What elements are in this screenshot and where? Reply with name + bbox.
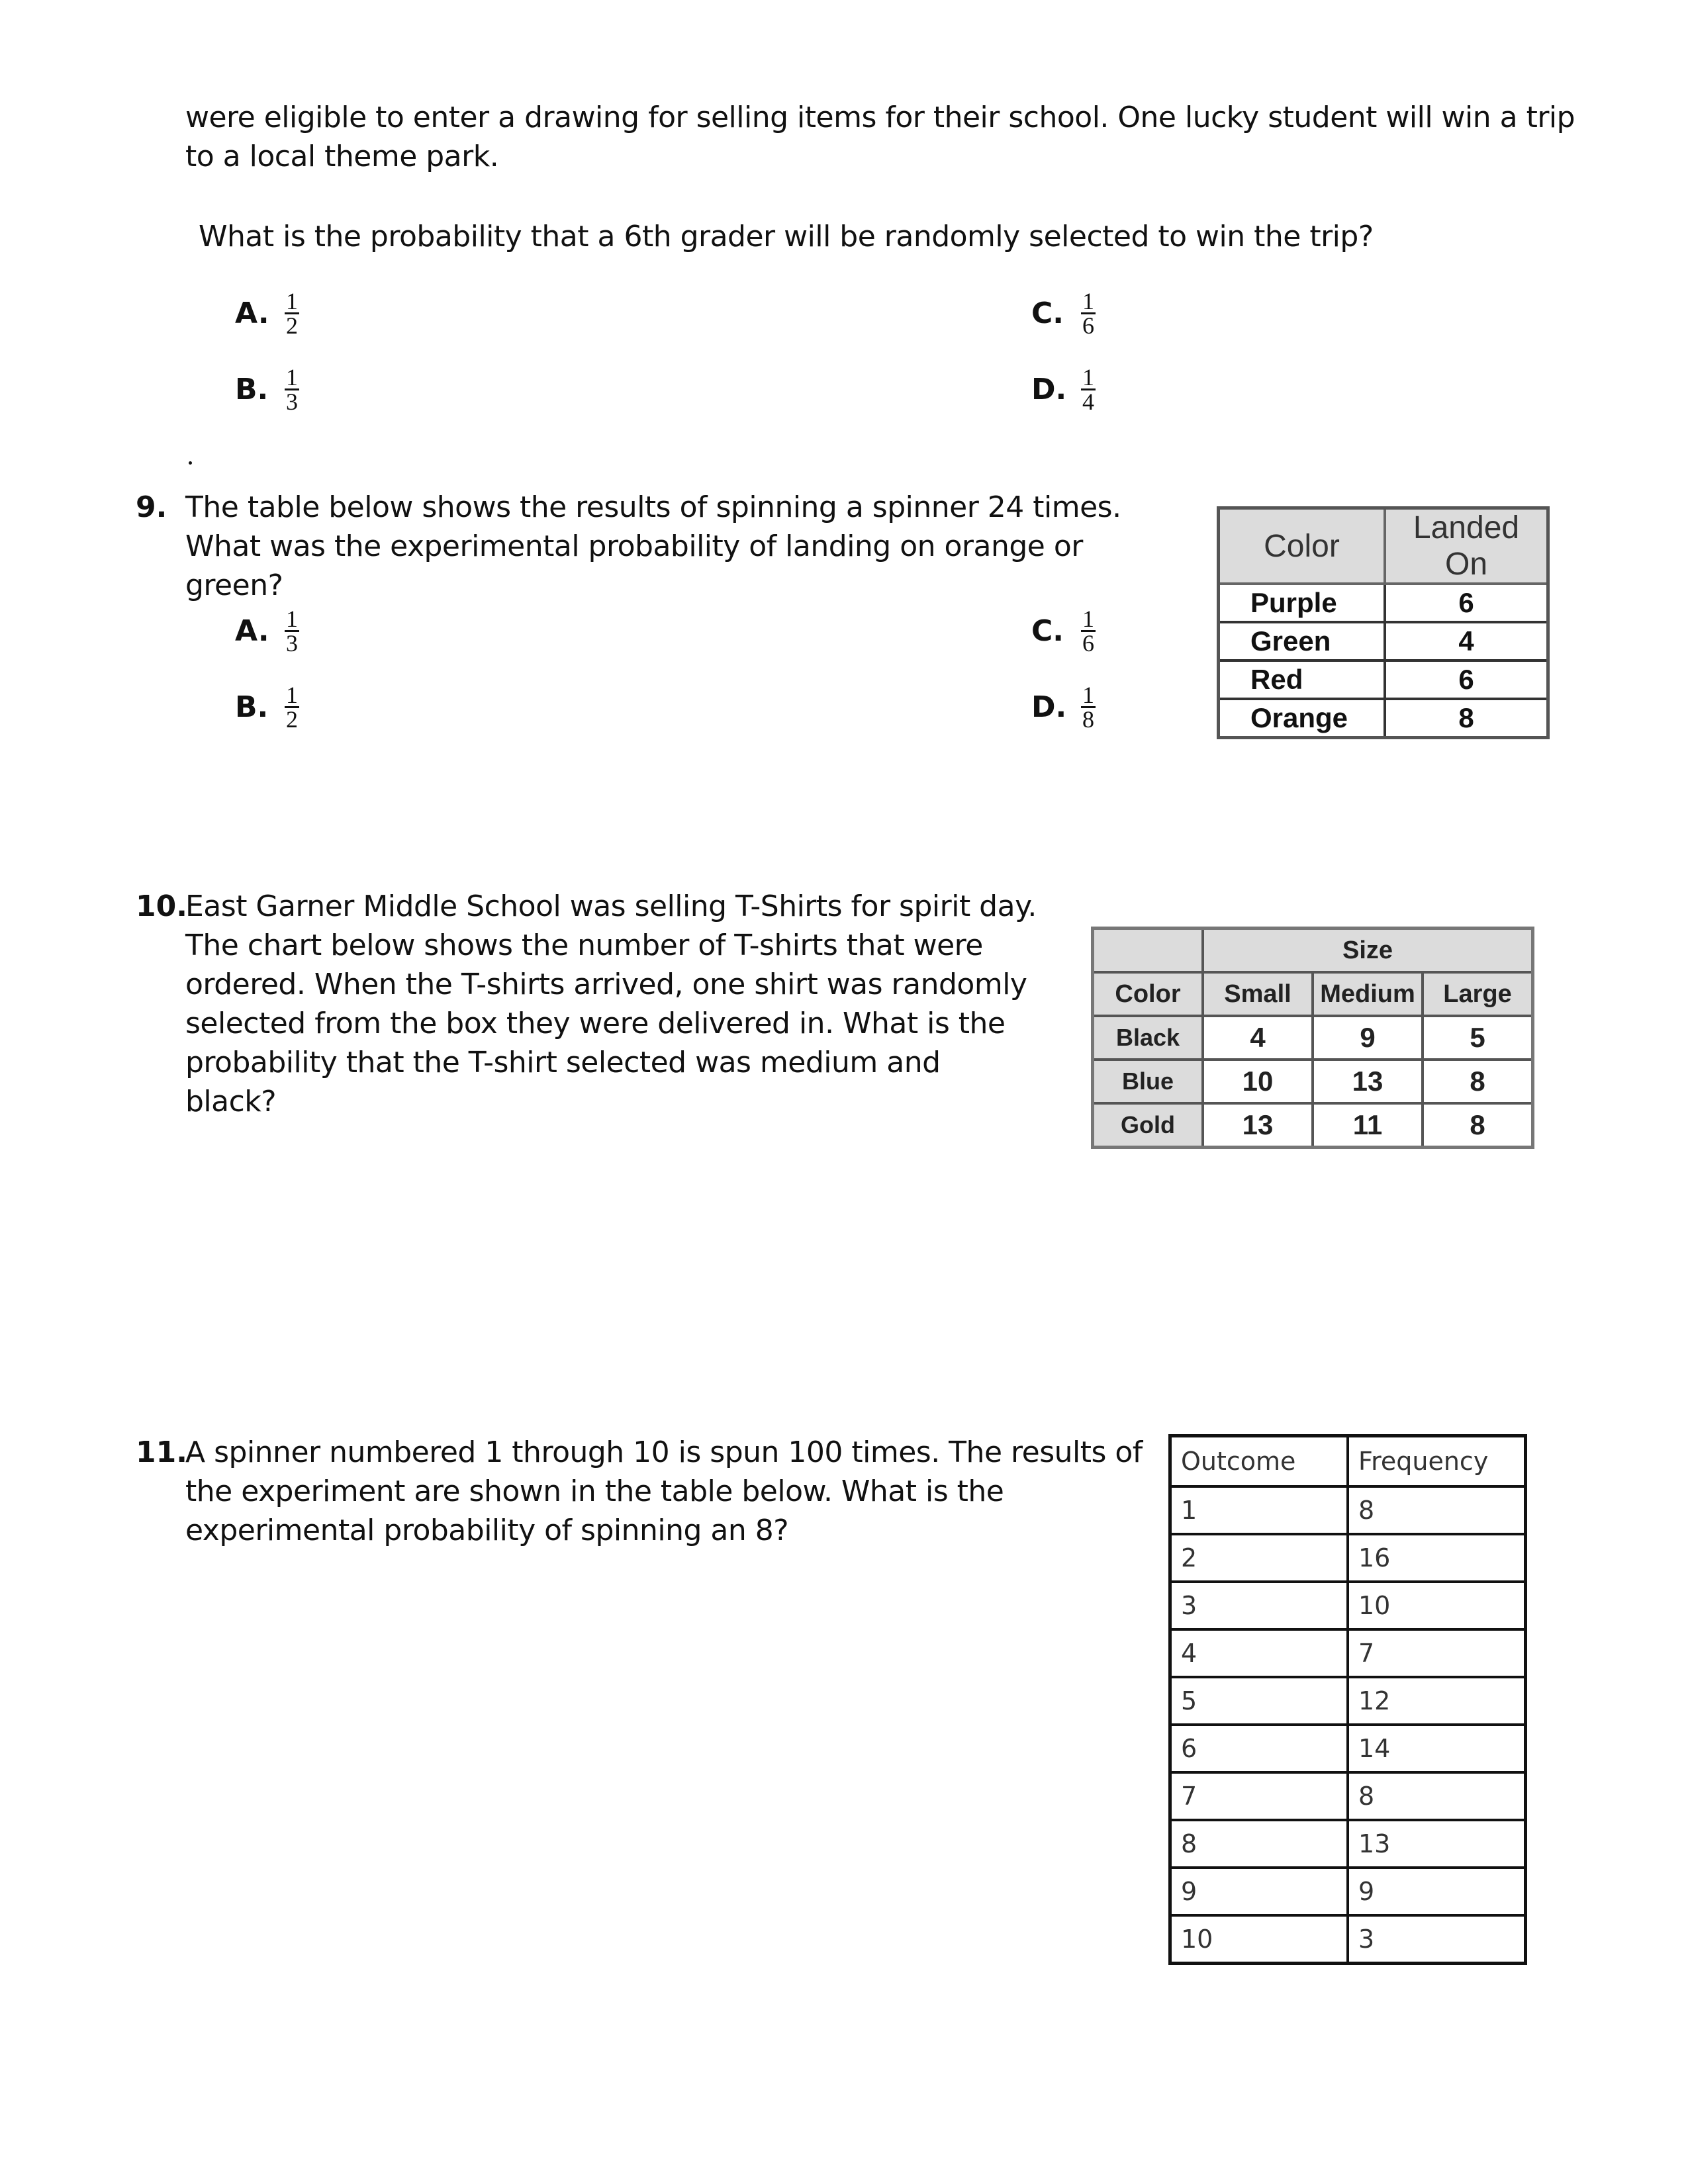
q9-line-1: The table below shows the results of spinning a spinner 24 times.: [185, 490, 1121, 524]
q9-line-3: green?: [185, 569, 283, 602]
q9-option-b[interactable]: [235, 684, 299, 731]
q10-line-1: East Garner Middle School was selling T-Shirts for spirit day.: [185, 889, 1037, 923]
q9-option-d[interactable]: [1031, 684, 1096, 731]
q10-line-6: black?: [185, 1085, 277, 1118]
option-letter: C.: [1031, 296, 1064, 330]
table-row: Gold 13 11 8: [1093, 1103, 1533, 1148]
q10-line-3: ordered. When the T-shirts arrived, one shirt was randomly: [185, 968, 1027, 1001]
question-number: 11.: [136, 1435, 187, 1469]
table-row: 2 16: [1170, 1534, 1526, 1582]
option-letter: C.: [1031, 614, 1064, 648]
table-header-row: [1219, 508, 1548, 584]
option-letter: A.: [235, 296, 269, 330]
table-row: 4 7: [1170, 1629, 1526, 1677]
table-header-row: [1170, 1436, 1526, 1487]
table-row: Red 6: [1219, 660, 1548, 699]
spinner-frequency-table: [1168, 1434, 1527, 1965]
q10-line-5: probability that the T-shirt selected was medium and: [185, 1046, 941, 1079]
q8-intro-line-1: were eligible to enter a drawing for selling items for their school. One lucky student will win a trip: [185, 101, 1575, 134]
option-letter: B.: [235, 373, 269, 406]
stray-dot: [189, 461, 192, 465]
q9-option-a[interactable]: [235, 608, 299, 655]
q10-line-4: selected from the box they were delivered in. What is the: [185, 1007, 1006, 1040]
q11-line-3: experimental probability of spinning an 8?: [185, 1514, 789, 1547]
option-letter: B.: [235, 690, 269, 724]
table-row: 5 12: [1170, 1677, 1526, 1725]
spinner-results-table: [1217, 506, 1550, 739]
table-row: 3 10: [1170, 1582, 1526, 1629]
q8-option-a[interactable]: [235, 290, 299, 337]
fraction: $\frac{1}{6}$: [1082, 288, 1094, 339]
question-number: 9.: [136, 490, 167, 524]
table-row: Purple 6: [1219, 584, 1548, 622]
table-row: 1 8: [1170, 1486, 1526, 1534]
table-row: 10 3: [1170, 1915, 1526, 1964]
fraction: $\frac{1}{6}$: [1082, 606, 1094, 657]
q8-intro-line-2: to a local theme park.: [185, 140, 499, 173]
table-row: Black 4 9 5: [1093, 1016, 1533, 1060]
q10-line-2: The chart below shows the number of T-shirts that were: [185, 929, 983, 962]
tshirt-order-table: [1091, 927, 1534, 1149]
table-row: Orange 8: [1219, 699, 1548, 738]
header-frequency: Frequency: [1348, 1436, 1526, 1487]
fraction: $\frac{1}{3}$: [286, 606, 298, 657]
table-row: 9 9: [1170, 1868, 1526, 1915]
table-row: 6 14: [1170, 1725, 1526, 1772]
q11-line-2: the experiment are shown in the table below. What is the: [185, 1475, 1004, 1508]
q9-option-c[interactable]: [1031, 608, 1096, 655]
table-row: Green 4: [1219, 622, 1548, 660]
fraction: $\frac{1}{4}$: [1082, 364, 1094, 415]
q8-option-c[interactable]: [1031, 290, 1096, 337]
option-letter: D.: [1031, 690, 1067, 724]
table-row: 7 8: [1170, 1772, 1526, 1820]
option-letter: D.: [1031, 373, 1067, 406]
fraction: $\frac{1}{3}$: [286, 364, 298, 415]
fraction: $\frac{1}{8}$: [1082, 682, 1094, 733]
table-row: 8 13: [1170, 1820, 1526, 1868]
q8-option-d[interactable]: [1031, 366, 1096, 413]
table-header-row: Color Small Medium Large: [1093, 972, 1533, 1016]
q8-option-b[interactable]: [235, 366, 299, 413]
q9-line-2: What was the experimental probability of landing on orange or: [185, 529, 1083, 563]
table-group-header-row: [1093, 929, 1533, 973]
fraction: $\frac{1}{2}$: [286, 288, 298, 339]
option-letter: A.: [235, 614, 269, 648]
fraction: $\frac{1}{2}$: [286, 682, 298, 733]
q8-question: What is the probability that a 6th grader will be randomly selected to win the trip?: [199, 220, 1374, 253]
question-number: 10.: [136, 889, 187, 923]
header-color: Color: [1219, 508, 1385, 584]
q11-line-1: A spinner numbered 1 through 10 is spun 100 times. The results of: [185, 1435, 1143, 1469]
header-landed-on: Landed On: [1385, 508, 1548, 584]
header-size: Size: [1203, 929, 1533, 973]
table-row: Blue 10 13 8: [1093, 1060, 1533, 1103]
header-outcome: Outcome: [1170, 1436, 1348, 1487]
